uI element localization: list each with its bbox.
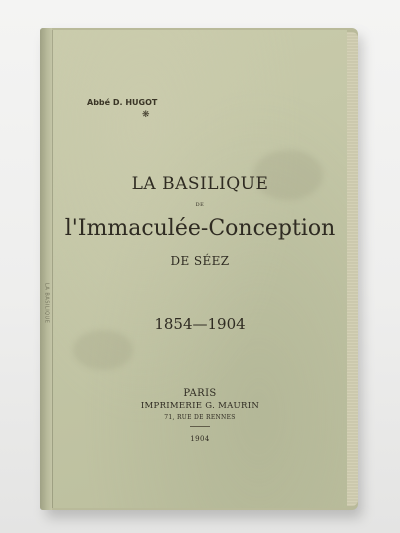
spine-title (41, 258, 52, 348)
publisher-city: PARIS (183, 388, 217, 399)
spine-title-text: LA BASILIQUE (43, 282, 50, 324)
book (40, 28, 358, 510)
author-name: Abbé D. HUGOT (87, 98, 158, 107)
publication-year: 1904 (190, 435, 210, 443)
book-spine (40, 28, 52, 510)
title-line-3: l'Immaculée-Conception (64, 216, 336, 241)
title-line-1: LA BASILIQUE (131, 174, 269, 194)
divider-rule (190, 426, 210, 427)
ornament-icon: ❋ (142, 110, 150, 120)
publisher-address: 71, RUE DE RENNES (164, 414, 236, 421)
publisher-name: IMPRIMERIE G. MAURIN (140, 401, 260, 411)
years-range: 1854—1904 (154, 315, 246, 333)
book-cover (52, 30, 347, 508)
title-line-2: DE (195, 202, 205, 208)
cover-stain (73, 330, 133, 370)
title-line-4: DE SÉEZ (170, 254, 230, 268)
